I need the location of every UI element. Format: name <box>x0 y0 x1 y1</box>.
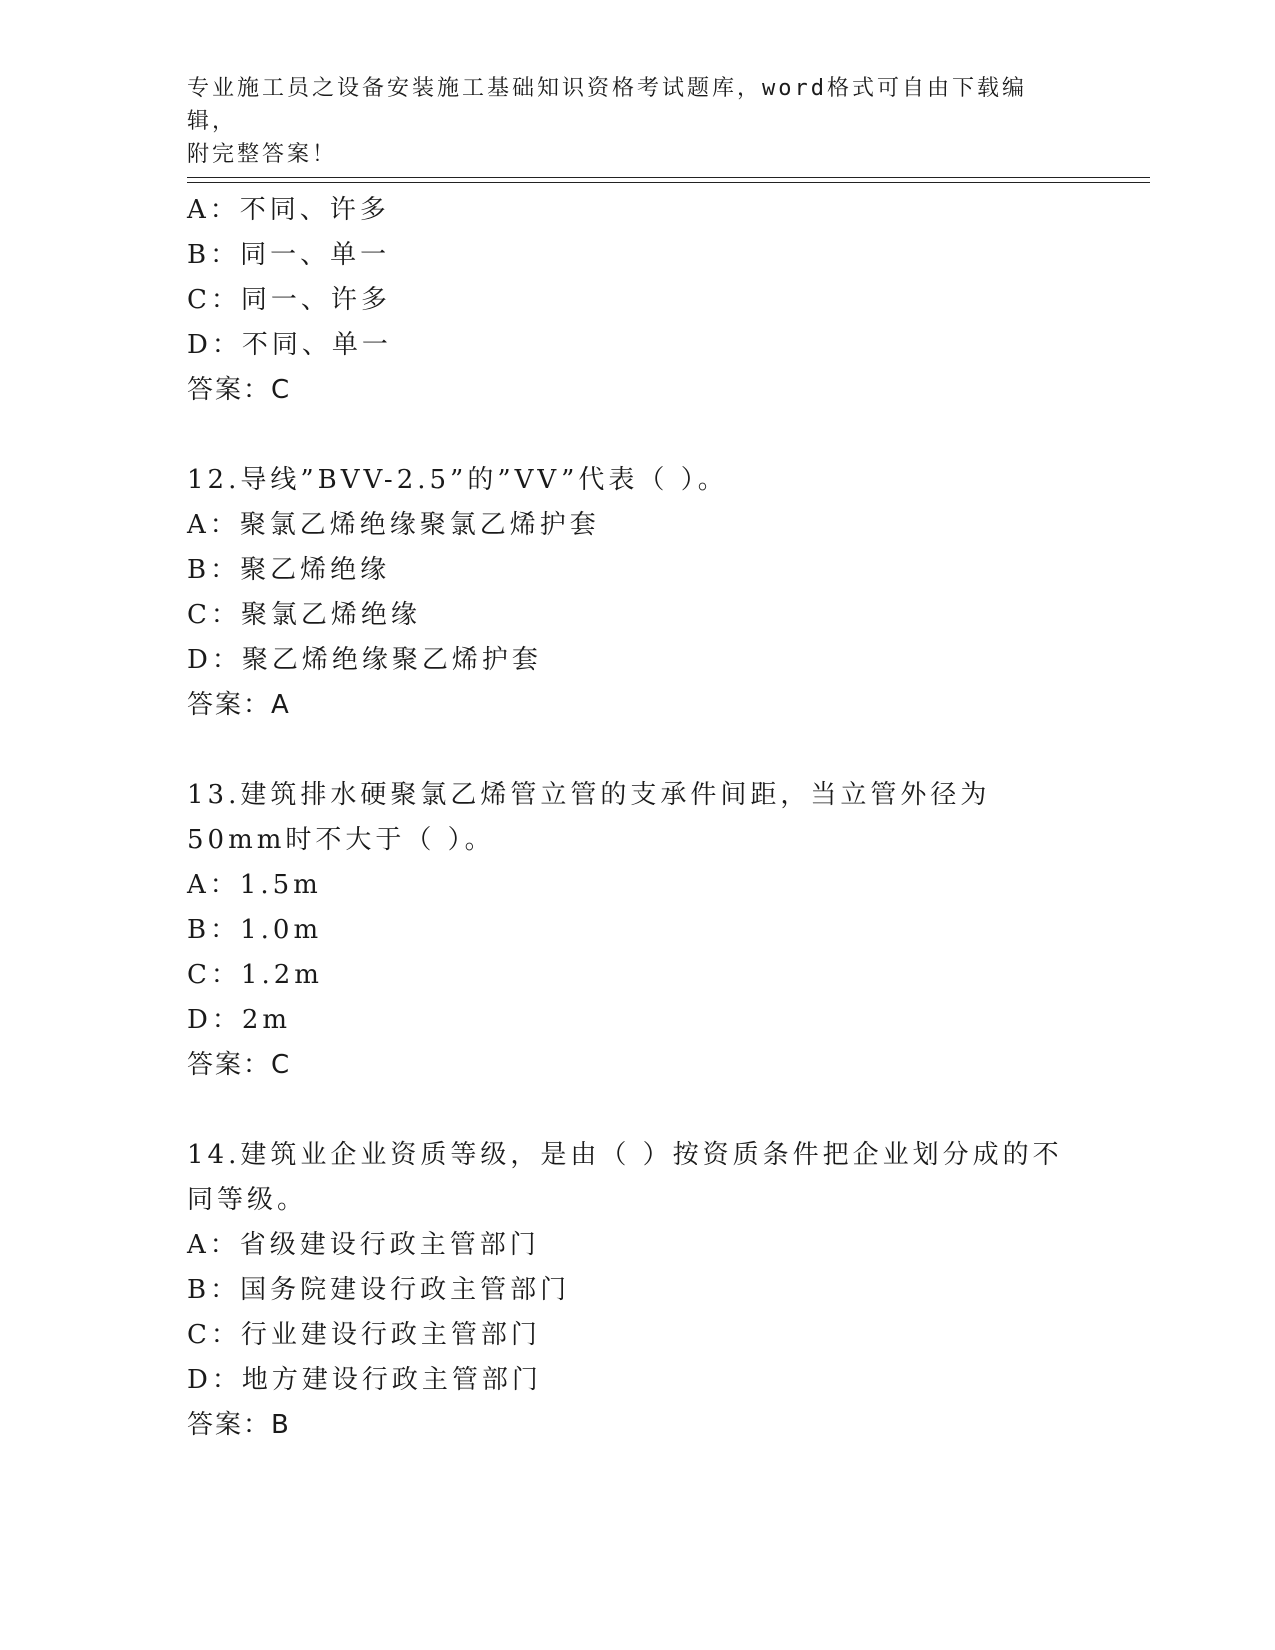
option-letter: D： <box>187 1365 242 1395</box>
question-list <box>187 188 1087 1448</box>
option-text: 同一、许多 <box>240 285 391 315</box>
option-d <box>187 638 1087 683</box>
option-text: 聚乙烯绝缘聚乙烯护套 <box>241 645 542 675</box>
answer-line: 答案：C <box>187 1050 292 1080</box>
header-divider-bottom <box>187 182 1150 183</box>
option-letter: B： <box>187 915 241 945</box>
option-letter: C： <box>187 960 241 990</box>
question-block-11 <box>187 188 1087 413</box>
option-letter: B： <box>187 1275 241 1305</box>
option-letter: A： <box>187 195 240 225</box>
answer-line: 答案：B <box>187 1410 291 1440</box>
header-divider-top <box>187 177 1150 178</box>
option-text: 国务院建设行政主管部门 <box>240 1275 571 1305</box>
spacer <box>187 728 1087 773</box>
option-text: 聚氯乙烯绝缘 <box>240 600 421 630</box>
option-a <box>187 503 1087 548</box>
option-text: 聚氯乙烯绝缘聚氯乙烯护套 <box>239 510 600 540</box>
option-d <box>187 323 1087 368</box>
option-text: 1.5m <box>239 870 322 900</box>
option-a <box>187 1223 1087 1268</box>
option-letter: A： <box>187 870 240 900</box>
option-letter: C： <box>187 1320 241 1350</box>
option-text: 1.0m <box>240 915 323 945</box>
option-a <box>187 188 1087 233</box>
option-letter: A： <box>187 510 240 540</box>
header-line-1: 专业施工员之设备安装施工基础知识资格考试题库，word格式可自由下载编辑， <box>187 76 1027 134</box>
option-letter: C： <box>187 285 241 315</box>
option-text: 同一、单一 <box>240 240 391 270</box>
question-text: 13.建筑排水硬聚氯乙烯管立管的支承件间距，当立管外径为50mm时不大于（ ）。 <box>187 780 991 855</box>
option-c <box>187 593 1087 638</box>
option-c <box>187 278 1087 323</box>
spacer <box>187 1088 1087 1133</box>
option-letter: D： <box>187 1005 242 1035</box>
spacer <box>187 413 1087 458</box>
option-b <box>187 233 1087 278</box>
option-text: 1.2m <box>240 960 323 990</box>
option-text: 地方建设行政主管部门 <box>241 1365 542 1395</box>
answer-line: 答案：C <box>187 375 292 405</box>
option-letter: D： <box>187 645 242 675</box>
option-letter: C： <box>187 600 241 630</box>
document-header <box>187 72 1067 171</box>
option-text: 聚乙烯绝缘 <box>240 555 391 585</box>
question-text: 14.建筑业企业资质等级，是由（ ）按资质条件把企业划分成的不同等级。 <box>187 1140 1063 1215</box>
option-letter: A： <box>187 1230 240 1260</box>
option-a <box>187 863 1087 908</box>
option-text: 2m <box>241 1005 292 1035</box>
option-letter: B： <box>187 555 241 585</box>
answer-line: 答案：A <box>187 690 291 720</box>
option-text: 行业建设行政主管部门 <box>240 1320 541 1350</box>
option-text: 不同、许多 <box>239 195 390 225</box>
option-d <box>187 1358 1087 1403</box>
option-c <box>187 953 1087 998</box>
option-b <box>187 548 1087 593</box>
option-text: 省级建设行政主管部门 <box>239 1230 540 1260</box>
question-block-14 <box>187 1133 1087 1448</box>
option-letter: D： <box>187 330 242 360</box>
question-block-12 <box>187 458 1087 728</box>
option-c <box>187 1313 1087 1358</box>
option-d <box>187 998 1087 1043</box>
option-text: 不同、单一 <box>241 330 392 360</box>
option-letter: B： <box>187 240 241 270</box>
header-line-2: 附完整答案！ <box>187 142 338 167</box>
option-b <box>187 908 1087 953</box>
question-block-13 <box>187 773 1087 1088</box>
option-b <box>187 1268 1087 1313</box>
question-text: 12.导线”BVV-2.5”的”VV”代表（ ）。 <box>187 465 728 495</box>
